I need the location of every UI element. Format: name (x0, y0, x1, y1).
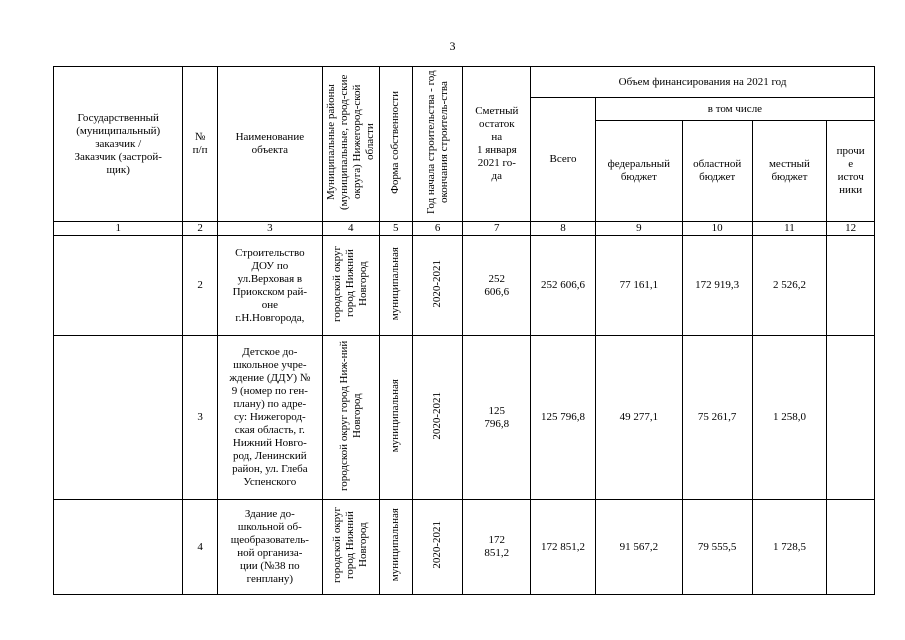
header-other-line: прочи (836, 145, 865, 157)
header-federal (595, 121, 682, 222)
header-other-line: ники (839, 184, 863, 196)
header-num (183, 67, 217, 222)
header-remainder-line: 1 января (476, 144, 517, 156)
row-object-name-line: су: Нижегород- (233, 411, 306, 423)
table-row (54, 236, 875, 336)
header-local-line: бюджет (771, 171, 808, 183)
row-num: 3 (183, 336, 217, 500)
row-customer (54, 336, 183, 500)
header-customer (54, 67, 183, 222)
row-regional: 79 555,5 (682, 500, 752, 595)
row-years-text: 2020-2021 (431, 521, 444, 569)
row-years-text: 2020-2021 (431, 391, 444, 440)
row-object-name-line: род, Ленинский (232, 450, 307, 462)
row-total: 125 796,8 (531, 336, 596, 500)
header-remainder-line: на (491, 131, 503, 143)
financing-table (53, 66, 875, 595)
column-number: 7 (463, 222, 531, 236)
row-remainder (463, 336, 531, 500)
row-remainder (463, 236, 531, 336)
row-num: 4 (183, 500, 217, 595)
row-customer (54, 500, 183, 595)
header-years-text: Год начала строительства - год окончания строитель-ства (424, 70, 450, 214)
header-ownership (379, 67, 412, 222)
row-remainder (463, 500, 531, 595)
column-number: 2 (183, 222, 217, 236)
row-remainder-line: 851,2 (484, 547, 510, 559)
row-object-name-line: Приокском рай- (232, 285, 308, 298)
row-remainder-line: 172 (488, 534, 506, 546)
row-federal: 49 277,1 (595, 336, 682, 500)
header-name-line: Наименование (235, 131, 305, 143)
row-ownership-text: муниципальная (389, 246, 402, 321)
row-years-text: 2020-2021 (431, 259, 444, 308)
header-remainder (463, 67, 531, 222)
row-object-name-line: Нижний Новго- (232, 437, 307, 449)
row-federal: 91 567,2 (595, 500, 682, 595)
header-customer-line: (муниципальный) (76, 124, 161, 137)
row-local: 1 258,0 (752, 336, 827, 500)
header-other-line: источ (837, 171, 864, 183)
column-number: 3 (217, 222, 322, 236)
header-years (412, 67, 463, 222)
header-num-line: № (194, 131, 206, 143)
row-other (827, 336, 875, 500)
column-number: 11 (752, 222, 827, 236)
row-object-name-line: ной организа- (237, 547, 303, 559)
row-other (827, 236, 875, 336)
column-number: 4 (322, 222, 379, 236)
row-district-text: городской округ город Нижний Новгород (331, 245, 370, 322)
column-numbers-row (54, 222, 875, 236)
row-regional: 172 919,3 (682, 236, 752, 336)
row-remainder-line: 796,8 (484, 417, 510, 430)
row-object-name-line: Успенского (243, 476, 297, 488)
row-district (322, 236, 379, 336)
header-local-line: местный (768, 158, 810, 170)
header-num-line: п/п (192, 144, 208, 156)
row-object-name-line: ждение (ДДУ) № (229, 372, 311, 384)
row-years (412, 336, 463, 500)
row-object-name-line: Детское до- (242, 346, 298, 358)
column-number: 10 (682, 222, 752, 236)
row-object-name (217, 500, 322, 595)
row-district (322, 336, 379, 500)
row-other (827, 500, 875, 595)
column-number: 5 (379, 222, 412, 236)
row-district-text: городской округ город Нижний Новгород (331, 506, 370, 584)
header-name-line: объекта (251, 144, 289, 156)
row-object-name-line: щеобразователь- (230, 534, 309, 546)
row-years (412, 500, 463, 595)
row-remainder-line: 252 (488, 272, 506, 285)
row-object-name-line: плану) по адре- (233, 398, 307, 410)
header-federal-line: бюджет (620, 171, 657, 183)
row-object-name-line: ДОУ по (251, 259, 289, 272)
header-customer-line: Государственный (77, 111, 159, 124)
row-customer (54, 236, 183, 336)
header-federal-line: федеральный (607, 158, 671, 170)
header-regional-line: областной (693, 158, 742, 170)
row-district-text: городской округ город Ниж-ний Новгород (337, 340, 363, 491)
header-row-1 (54, 67, 875, 98)
row-object-name-line: Строительство (235, 246, 305, 259)
header-other (827, 121, 875, 222)
header-regional-line: бюджет (699, 171, 736, 183)
row-object-name-line: Здание до- (244, 508, 295, 520)
header-other-line: е (848, 158, 854, 170)
row-federal: 77 161,1 (595, 236, 682, 336)
header-total: Всего (531, 98, 596, 222)
header-funding-title: Объем финансирования на 2021 год (531, 67, 875, 98)
row-total: 252 606,6 (531, 236, 596, 336)
row-object-name-line: г.Н.Новгорода, (235, 311, 305, 324)
header-local (752, 121, 827, 222)
column-number: 8 (531, 222, 596, 236)
row-object-name-line: ции (№38 по (239, 560, 300, 572)
header-remainder-line: да (491, 170, 503, 182)
row-object-name-line: школьной об- (237, 521, 302, 533)
header-remainder-line: Сметный (475, 105, 519, 117)
page-number: 3 (449, 39, 456, 53)
row-years (412, 236, 463, 336)
header-remainder-line: 2021 го- (477, 157, 516, 169)
header-customer-line: щик) (106, 163, 130, 176)
column-number: 12 (827, 222, 875, 236)
row-ownership (379, 500, 412, 595)
header-districts (322, 67, 379, 222)
row-local: 1 728,5 (752, 500, 827, 595)
row-object-name (217, 236, 322, 336)
row-ownership-text: муниципальная (389, 378, 402, 453)
header-name (217, 67, 322, 222)
header-including: в том числе (595, 98, 874, 121)
header-remainder-line: остаток (478, 118, 515, 130)
row-ownership (379, 236, 412, 336)
header-districts-text: Муниципальные районы (муниципальные, город-ские округа) Нижегород-ской области (324, 74, 376, 210)
row-object-name-line: ская область, г. (234, 424, 305, 436)
column-number: 9 (595, 222, 682, 236)
header-regional (682, 121, 752, 222)
row-remainder-line: 125 (488, 404, 506, 417)
row-local: 2 526,2 (752, 236, 827, 336)
table-row (54, 336, 875, 500)
row-object-name-line: школьное учре- (233, 359, 307, 371)
column-number: 1 (54, 222, 183, 236)
row-object-name-line: район, ул. Глеба (232, 463, 308, 475)
row-object-name (217, 336, 322, 500)
header-ownership-text: Форма собственности (389, 90, 402, 194)
row-remainder-line: 606,6 (484, 285, 510, 298)
row-ownership (379, 336, 412, 500)
row-object-name-line: оне (261, 298, 278, 311)
header-customer-line: Заказчик (застрой- (74, 150, 162, 163)
row-object-name-line: 9 (номер по ген- (231, 385, 308, 397)
row-regional: 75 261,7 (682, 336, 752, 500)
row-district (322, 500, 379, 595)
header-customer-line: заказчик / (95, 137, 142, 150)
row-object-name-line: ул.Верховая в (237, 272, 303, 285)
row-object-name-line: генплану) (246, 573, 294, 585)
row-num: 2 (183, 236, 217, 336)
table-row (54, 500, 875, 595)
row-total: 172 851,2 (531, 500, 596, 595)
column-number: 6 (412, 222, 463, 236)
row-ownership-text: муниципальная (389, 508, 402, 582)
